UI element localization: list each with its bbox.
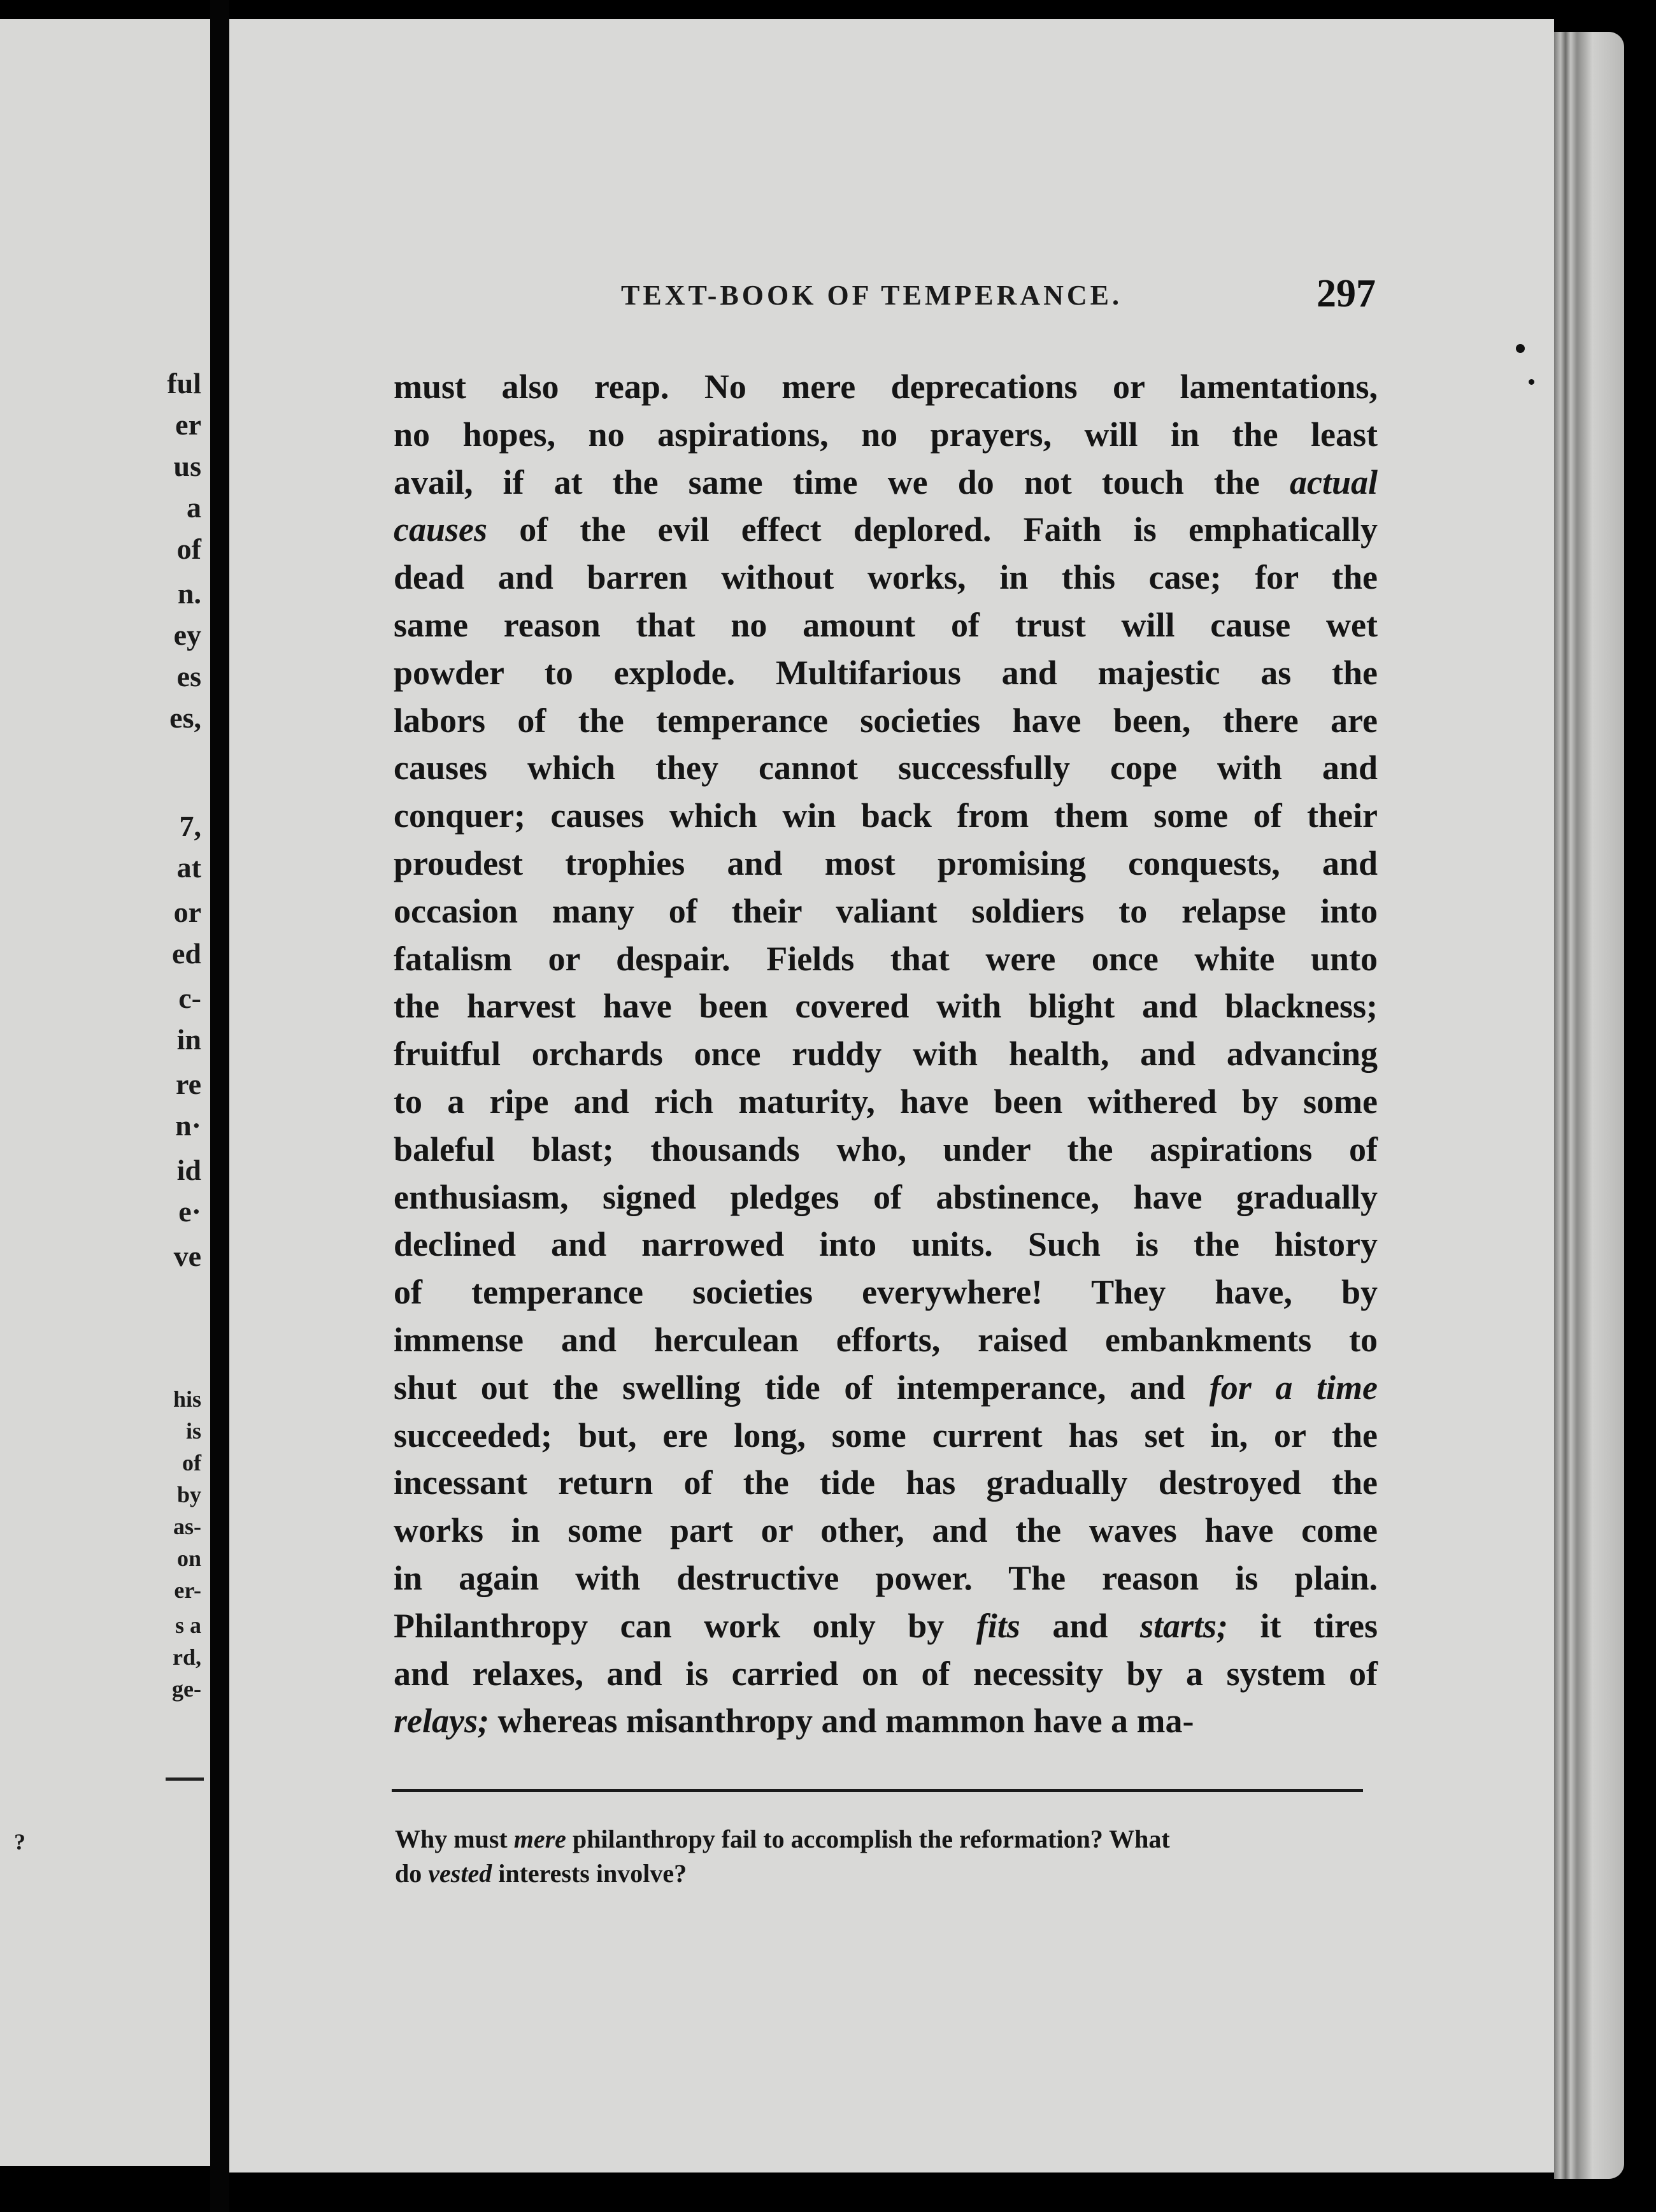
- left-page-text-fragment: es,: [169, 701, 201, 734]
- left-page-footnote-fragment: by: [176, 1482, 201, 1507]
- left-page-text-fragment: n·: [175, 1109, 201, 1142]
- left-page-text-fragment: id: [176, 1154, 201, 1186]
- text-span: enthusiasm, signed pledges of abstinence, have gradually: [394, 1177, 1378, 1216]
- text-span: must also reap. No mere deprecations or lamentations,: [394, 368, 1378, 406]
- left-page-text-fragment: er: [175, 408, 201, 441]
- text-line: [394, 792, 1378, 840]
- text-line: [394, 1459, 1378, 1507]
- text-span: it tires: [1227, 1606, 1378, 1645]
- text-line: [394, 887, 1378, 935]
- text-line: [394, 363, 1378, 411]
- text-line: [394, 411, 1378, 459]
- text-line: [394, 649, 1378, 697]
- left-page-fragment: [0, 19, 210, 2166]
- text-line: [394, 459, 1378, 506]
- left-page-text-fragment: of: [176, 533, 201, 565]
- text-span: incessant return of the tide has gradually destroyed the: [394, 1463, 1378, 1502]
- left-page-footnote-fragment: rd,: [173, 1644, 201, 1670]
- text-line: [394, 1030, 1378, 1078]
- left-page-text-fragment: n.: [177, 577, 201, 610]
- text-span: baleful blast; thousands who, under the aspirations of: [394, 1130, 1378, 1168]
- italic-span: actual: [1289, 463, 1378, 501]
- text-line: [394, 1602, 1378, 1650]
- text-span: proudest trophies and most promising conquests, and: [394, 844, 1378, 882]
- text-span: and relaxes, and is carried on of necessity by a system of: [394, 1654, 1378, 1693]
- italic-span: mere: [513, 1825, 566, 1853]
- ink-speck: [1516, 344, 1525, 353]
- left-page-text-fragment: e·: [178, 1195, 201, 1228]
- left-page-question-mark: ?: [14, 1829, 25, 1855]
- text-span: same reason that no amount of trust will cause wet: [394, 605, 1378, 644]
- text-span: conquer; causes which win back from them some of their: [394, 796, 1378, 835]
- left-page-footnote-fragment: his: [173, 1386, 201, 1412]
- left-page-footnote-fragment: of: [182, 1450, 201, 1476]
- text-span: whereas misanthropy and mammon have a ma-: [489, 1702, 1194, 1741]
- text-span: in again with destructive power. The reason is plain.: [394, 1558, 1378, 1597]
- left-page-rule: [166, 1778, 204, 1781]
- left-page-text-fragment: or: [173, 896, 201, 928]
- page-edge: [1554, 32, 1624, 2179]
- text-span: Philanthropy can work only by: [394, 1606, 976, 1645]
- footnote-rule: [392, 1789, 1363, 1792]
- text-line: [394, 1126, 1378, 1174]
- text-line: [395, 1822, 1366, 1856]
- left-page-text-fragment: ey: [173, 619, 201, 651]
- text-line: [394, 506, 1378, 554]
- text-span: avail, if at the same time we do not touch the: [394, 463, 1290, 501]
- text-span: of the evil effect deplored. Faith is emphatically: [487, 510, 1378, 549]
- text-line: [394, 1555, 1378, 1602]
- text-span: the harvest have been covered with blight and blackness;: [394, 987, 1378, 1026]
- text-line: [394, 1078, 1378, 1126]
- text-span: of temperance societies everywhere! They have, by: [394, 1273, 1378, 1312]
- text-line: [394, 1697, 1378, 1745]
- text-line: [394, 697, 1378, 745]
- italic-span: starts;: [1139, 1606, 1228, 1645]
- text-line: [394, 1268, 1378, 1316]
- text-span: immense and herculean efforts, raised embankments to: [394, 1320, 1378, 1359]
- left-page-footnote-fragment: is: [185, 1418, 201, 1444]
- text-span: causes which they cannot successfully cope with and: [394, 749, 1378, 787]
- text-span: fatalism or despair. Fields that were once white unto: [394, 939, 1378, 978]
- left-page-text-fragment: 7,: [179, 810, 201, 842]
- left-page-text-fragment: at: [176, 851, 201, 884]
- text-line: [394, 840, 1378, 887]
- italic-span: fits: [976, 1606, 1020, 1645]
- text-line: [394, 1650, 1378, 1698]
- left-page-footnote-fragment: s a: [175, 1612, 201, 1638]
- text-span: occasion many of their valiant soldiers to relapse into: [394, 891, 1378, 930]
- left-page-text-fragment: ful: [167, 367, 201, 399]
- ink-speck: [1529, 379, 1534, 385]
- text-span: to a ripe and rich maturity, have been withered by some: [394, 1082, 1378, 1121]
- left-page-text-fragment: a: [187, 491, 201, 524]
- italic-span: for a time: [1209, 1368, 1378, 1407]
- left-page-text-fragment: es: [176, 660, 201, 693]
- text-line: [394, 601, 1378, 649]
- left-page-text-fragment: ve: [173, 1240, 201, 1272]
- italic-span: causes: [394, 510, 487, 549]
- italic-span: vested: [428, 1859, 492, 1888]
- running-head: [382, 274, 1376, 325]
- text-line: [394, 1364, 1378, 1412]
- text-span: declined and narrowed into units. Such is the history: [394, 1225, 1378, 1264]
- left-page-text-fragment: in: [176, 1023, 201, 1056]
- text-span: interests involve?: [492, 1859, 687, 1888]
- body-text: [394, 363, 1378, 1745]
- text-line: [394, 1316, 1378, 1364]
- text-span: dead and barren without works, in this case; for the: [394, 558, 1378, 597]
- left-page-text-fragment: re: [175, 1068, 201, 1100]
- text-span: shut out the swelling tide of intemperance, and: [394, 1368, 1210, 1407]
- text-span: no hopes, no aspirations, no prayers, will in the least: [394, 415, 1378, 454]
- running-title: TEXT-BOOK OF TEMPERANCE.: [621, 280, 1123, 311]
- left-page-text-fragment: ed: [172, 937, 201, 970]
- text-line: [394, 1507, 1378, 1555]
- italic-span: relays;: [394, 1702, 489, 1741]
- text-span: and: [1020, 1606, 1140, 1645]
- footnote: [395, 1822, 1366, 1891]
- text-line: [394, 1412, 1378, 1460]
- left-page-text-fragment: us: [173, 450, 201, 482]
- text-line: [394, 1174, 1378, 1221]
- text-span: labors of the temperance societies have been, there are: [394, 701, 1378, 740]
- left-page-footnote-fragment: as-: [173, 1514, 201, 1539]
- text-line: [394, 554, 1378, 601]
- text-span: philanthropy fail to accomplish the reformation? What: [566, 1825, 1170, 1853]
- text-span: Why must: [395, 1825, 514, 1853]
- text-line: [394, 744, 1378, 792]
- text-line: [395, 1856, 1366, 1891]
- book-gutter: [210, 0, 229, 2212]
- text-span: succeeded; but, ere long, some current has set in, or the: [394, 1416, 1378, 1454]
- left-page-footnote-fragment: er-: [174, 1577, 201, 1603]
- text-span: do: [395, 1859, 429, 1888]
- left-page-footnote-fragment: on: [176, 1546, 201, 1571]
- text-line: [394, 1221, 1378, 1268]
- left-page-text-fragment: c-: [178, 982, 201, 1014]
- left-page-footnote-fragment: ge-: [172, 1676, 201, 1702]
- text-span: powder to explode. Multifarious and majestic as the: [394, 653, 1378, 692]
- text-line: [394, 982, 1378, 1030]
- text-line: [394, 935, 1378, 983]
- text-span: fruitful orchards once ruddy with health, and advancing: [394, 1035, 1378, 1074]
- text-span: works in some part or other, and the waves have come: [394, 1511, 1378, 1550]
- page-number: 297: [1317, 272, 1376, 315]
